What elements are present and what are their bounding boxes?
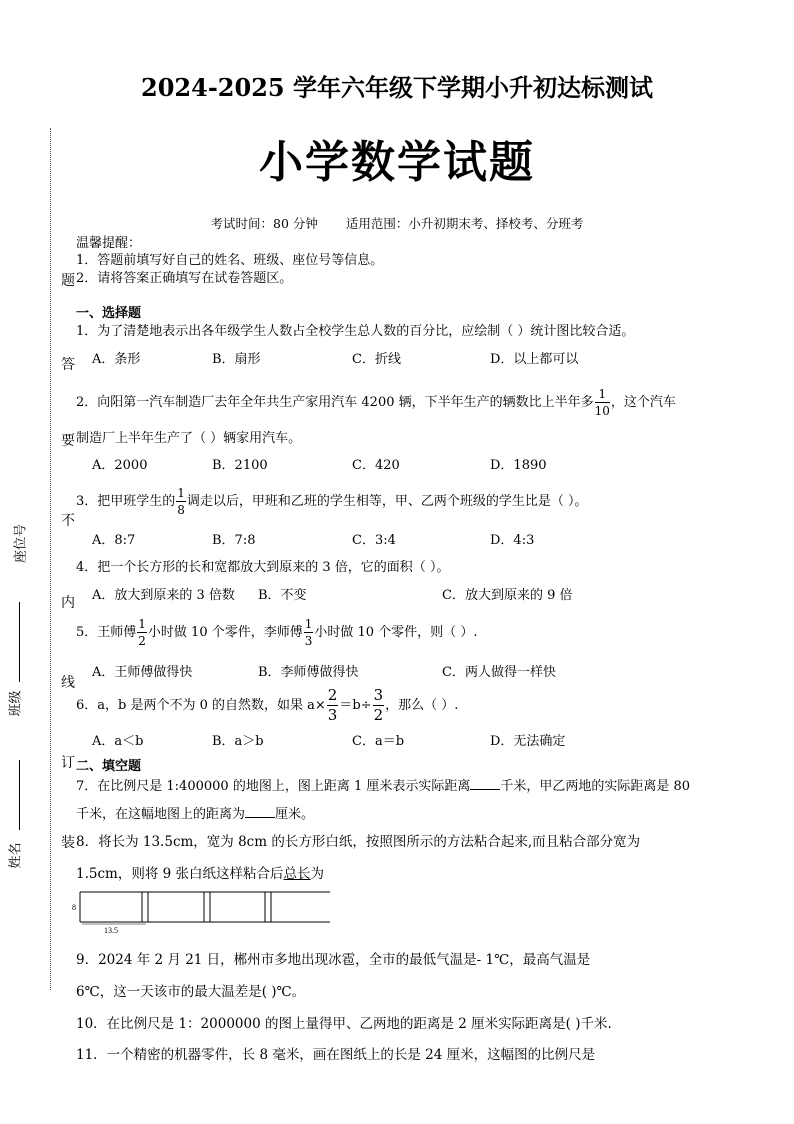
exam-scope: 适用范围：小升初期末考、择校考、分班考 (345, 216, 584, 231)
q2-fraction: $\frac{1}{10}$ (594, 387, 610, 418)
q7-line2: 千米，在这幅地图上的距离为 厘米。 (76, 807, 315, 822)
q1-text: 1．为了清楚地表示出各年级学生人数占全校学生总人数的百分比，应绘制（ ）统计图比较合适。 (76, 324, 635, 339)
exam-subtitle: 小学数学试题 (259, 137, 535, 188)
q11-text: 11．一个精密的机器零件，长 8 毫米，画在图纸上的长是 24 厘米，这幅图的比例尺是 (76, 1047, 596, 1063)
section2-heading: 二、填空题 (76, 759, 142, 774)
q7-blank-1[interactable] (470, 777, 500, 790)
q4-text: 4．把一个长方形的长和宽都放大到原来的 3 倍，它的面积（ ）。 (76, 560, 450, 575)
seat-label: 座位号 (13, 524, 29, 564)
name-label: 姓名 (8, 842, 24, 869)
class-fill-line (19, 602, 20, 682)
binding-dotted-line (50, 128, 51, 990)
binding-char-3: 要 (61, 433, 75, 449)
q4-option-c: C．放大到原来的 9 倍 (442, 588, 573, 603)
q4-option-b: B．不变 (258, 588, 307, 603)
q2-pre: 2．向阳第一汽车制造厂去年全年共生产家用汽车 4200 辆，下半年生产的辆数比上半年多 (76, 395, 594, 410)
q3-fraction: $\frac{1}{8}$ (177, 486, 185, 517)
q1-option-c: C．折线 (352, 352, 401, 367)
q6-fraction-2: $\frac{3}{2}$ (373, 686, 384, 724)
exam-time: 考试时间：80 分钟 (210, 216, 318, 231)
q5-fraction-1: $\frac{1}{2}$ (138, 617, 146, 648)
binding-char-8: 装 (61, 835, 75, 851)
section1-heading: 一、选择题 (76, 306, 142, 321)
q7-line1: 7．在比例尺是 1:400000 的地图上，图上距离 1 厘米表示实际距离 千米，甲乙两地的实际距离是 80 (76, 779, 691, 794)
q5-option-a: A．王师傅做得快 (92, 665, 193, 680)
q5-option-c: C．两人做得一样快 (442, 665, 556, 680)
binding-char-4: 不 (61, 513, 75, 529)
q9-line2: 6℃，这一天该市的最大温差是( )℃。 (76, 984, 306, 1000)
q5-fraction-2: $\frac{1}{3}$ (304, 617, 313, 648)
q2-option-a: A．2000 (92, 458, 148, 473)
q1-option-b: B．扇形 (212, 352, 261, 367)
name-fill-line (19, 760, 20, 830)
q6-option-d: D．无法确定 (490, 734, 566, 749)
q2-option-c: C．420 (352, 458, 400, 473)
q3-option-a: A．8:7 (92, 533, 136, 548)
binding-char-5: 内 (61, 595, 75, 611)
q3-option-b: B．7:8 (212, 533, 256, 548)
q1-option-d: D．以上都可以 (490, 352, 579, 367)
q6-option-a: A．a＜b (92, 734, 144, 749)
q10-text: 10．在比例尺是 1：2000000 的图上量得甲、乙两地的距离是 2 厘米实际距离是( )千米. (76, 1016, 612, 1032)
q3-option-d: D．4:3 (490, 533, 535, 548)
exam-title: 2024-2025 学年六年级下学期小升初达标测试 (141, 73, 653, 102)
q8-line1: 8．将长为 13.5cm，宽为 8cm 的长方形白纸，按照图所示的方法粘合起来,而且粘合部分宽为 (76, 834, 641, 850)
tip-2: 2．请将答案正确填写在试卷答题区。 (76, 271, 293, 286)
q7-blank-2[interactable] (245, 805, 275, 818)
q5-option-b: B．李师傅做得快 (258, 665, 359, 680)
tip-1: 1．答题前填写好自己的姓名、班级、座位号等信息。 (76, 253, 384, 268)
q6-option-b: B．a＞b (212, 734, 264, 749)
q6-fraction-1: $\frac{2}{3}$ (327, 686, 338, 724)
q5-line: 5．王师傅 $\frac{1}{2}$ 小时做 10 个零件，李师傅 $\frac{1}{3}$ 小时做 10 个零件，则（ ）. (76, 617, 478, 648)
q2-option-d: D．1890 (490, 458, 547, 473)
q8-fig-width-label: 8 (72, 903, 76, 912)
q9-line1: 9．2024 年 2 月 21 日，郴州市多地出现冰雹，全市的最低气温是- 1℃，最高气温是 (76, 952, 591, 968)
q2-post: ，这个汽车 (610, 395, 676, 410)
q8-line2: 1.5cm，则将 9 张白纸这样粘合后总长为 (76, 866, 325, 882)
binding-char-1: 题 (61, 273, 75, 289)
q3-line: 3．把甲班学生的 $\frac{1}{8}$ 调走以后，甲班和乙班的学生相等，甲、乙两个班级的学生比是（ ）。 (76, 486, 588, 517)
binding-char-7: 订 (61, 755, 75, 771)
binding-char-6: 线 (61, 675, 75, 691)
q2-line1 (76, 388, 676, 417)
q6-option-c: C．a＝b (352, 734, 405, 749)
binding-char-2: 答 (61, 357, 75, 373)
q3-option-c: C．3:4 (352, 533, 396, 548)
tips-heading: 温馨提醒： (76, 236, 142, 251)
q8-total-length: 总长 (283, 866, 311, 882)
q2-line2: 制造厂上半年生产了（ ）辆家用汽车。 (76, 431, 302, 446)
q8-paper-figure (72, 886, 334, 934)
q8-fig-length-label: 13.5 (104, 926, 118, 934)
exam-meta (0, 214, 794, 232)
q6-line: 6．a，b 是两个不为 0 的自然数，如果 a× $\frac{2}{3}$ ＝b÷ $\frac{3}{2}$ ，那么（ ）. (76, 686, 459, 724)
q4-option-a: A．放大到原来的 3 倍数 (92, 588, 235, 603)
q1-option-a: A．条形 (92, 352, 141, 367)
class-label: 班级 (8, 690, 24, 717)
q2-option-b: B．2100 (212, 458, 268, 473)
